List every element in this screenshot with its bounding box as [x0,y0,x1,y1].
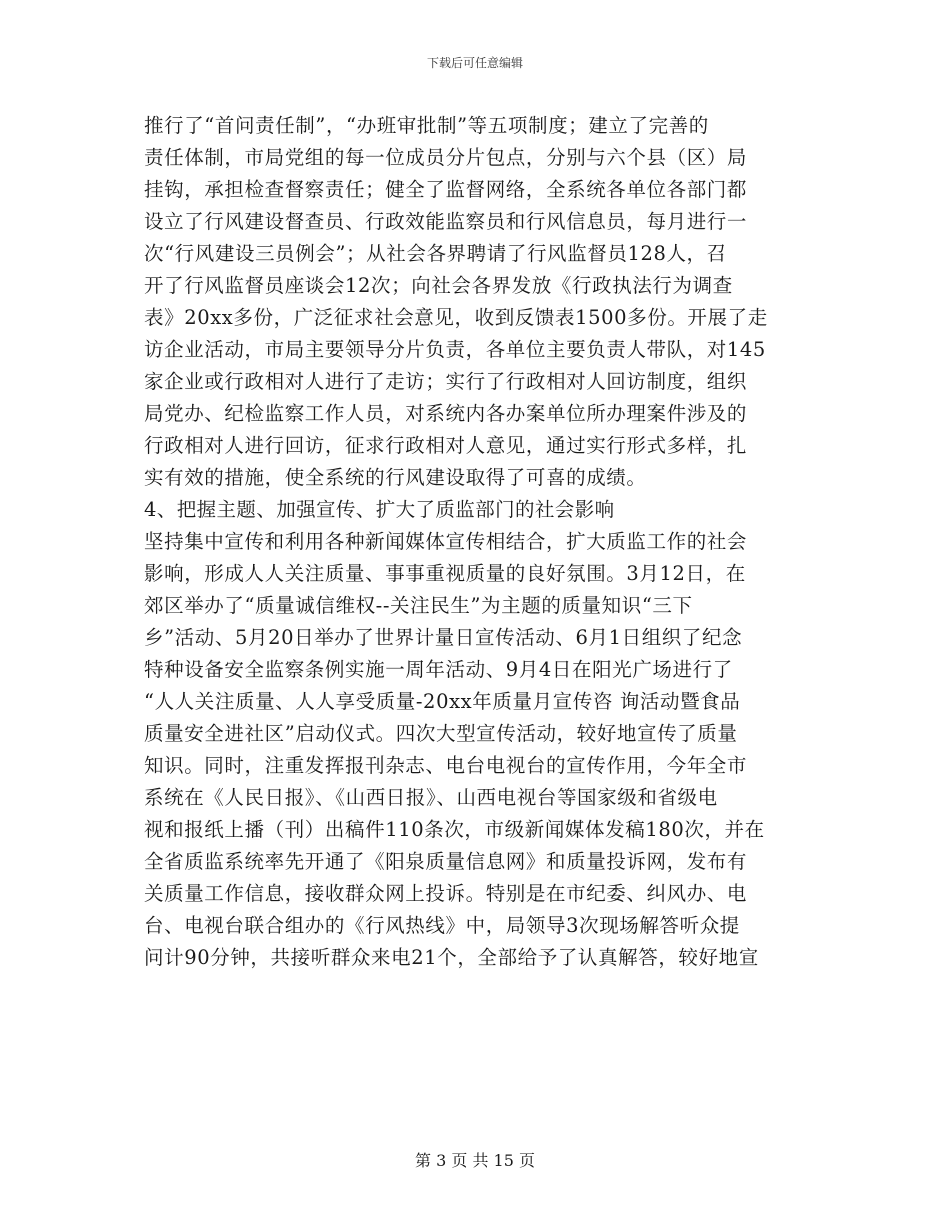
body-line: 家企业或行政相对人进行了走访；实行了行政相对人回访制度，组织 [144,370,748,393]
body-line: 郊区举办了“质量诚信维权--关注民生”为主题的质量知识“三下 [144,594,693,617]
body-line: 设立了行风建设督查员、行政效能监察员和行风信息员，每月进行一 [144,210,748,233]
body-line: 行政相对人进行回访，征求行政相对人意见，通过实行形式多样，扎 [144,434,748,457]
body-line: 表》20xx多份，广泛征求社会意见，收到反馈表1500多份。开展了走 [144,306,768,329]
body-line: 问计90分钟，共接听群众来电21个，全部给予了认真解答，较好地宣 [144,946,759,969]
body-line: 质量安全进社区”启动仪式。四次大型宣传活动，较好地宣传了质量 [144,722,738,745]
body-line: 坚持集中宣传和利用各种新闻媒体宣传相结合，扩大质监工作的社会 [144,530,748,553]
body-line: 全省质监系统率先开通了《阳泉质量信息网》和质量投诉网，发布有 [144,850,748,873]
body-line: 开了行风监督员座谈会12次；向社会各界发放《行政执法行为调查 [144,274,733,297]
body-line: 关质量工作信息，接收群众网上投诉。特别是在市纪委、纠风办、电 [144,882,748,905]
body-line: 访企业活动，市局主要领导分片负责，各单位主要负责人带队，对145 [144,338,766,361]
body-line: 乡”活动、5月20日举办了世界计量日宣传活动、6月1日组织了纪念 [144,626,743,649]
body-line: “人人关注质量、人人享受质量-20xx年质量月宣传咨 询活动暨食品 [144,690,741,713]
body-line: 特种设备安全监察条例实施一周年活动、9月4日在阳光广场进行了 [144,658,733,681]
body-line: 次“行风建设三员例会”；从社会各界聘请了行风监督员128人，召 [144,242,727,265]
body-line: 台、电视台联合组办的《行风热线》中，局领导3次现场解答听众提 [144,914,740,937]
body-line: 挂钩，承担检查督察责任；健全了监督网络，全系统各单位各部门都 [144,178,748,201]
document-body [144,110,824,974]
body-line: 系统在《人民日报》、《山西日报》、山西电视台等国家级和省级电 [144,786,718,809]
body-line: 实有效的措施，使全系统的行风建设取得了可喜的成绩。 [144,466,647,489]
body-line: 推行了“首问责任制”，“办班审批制”等五项制度；建立了完善的 [144,114,709,137]
body-line: 知识。同时，注重发挥报刊杂志、电台电视台的宣传作用，今年全市 [144,754,748,777]
body-line: 影响，形成人人关注质量、事事重视质量的良好氛围。3月12日，在 [144,562,746,585]
body-line: 视和报纸上播（刊）出稿件110条次，市级新闻媒体发稿180次，并在 [144,818,765,841]
page-header-note: 下载后可任意编辑 [426,56,523,70]
body-line: 局党办、纪检监察工作人员，对系统内各办案单位所办理案件涉及的 [144,402,748,425]
body-line: 责任体制，市局党组的每一位成员分片包点，分别与六个县（区）局 [144,146,748,169]
section-heading: 4、把握主题、加强宣传、扩大了质监部门的社会影响 [144,498,615,521]
page-number-footer: 第 3 页 共 15 页 [415,1151,535,1170]
